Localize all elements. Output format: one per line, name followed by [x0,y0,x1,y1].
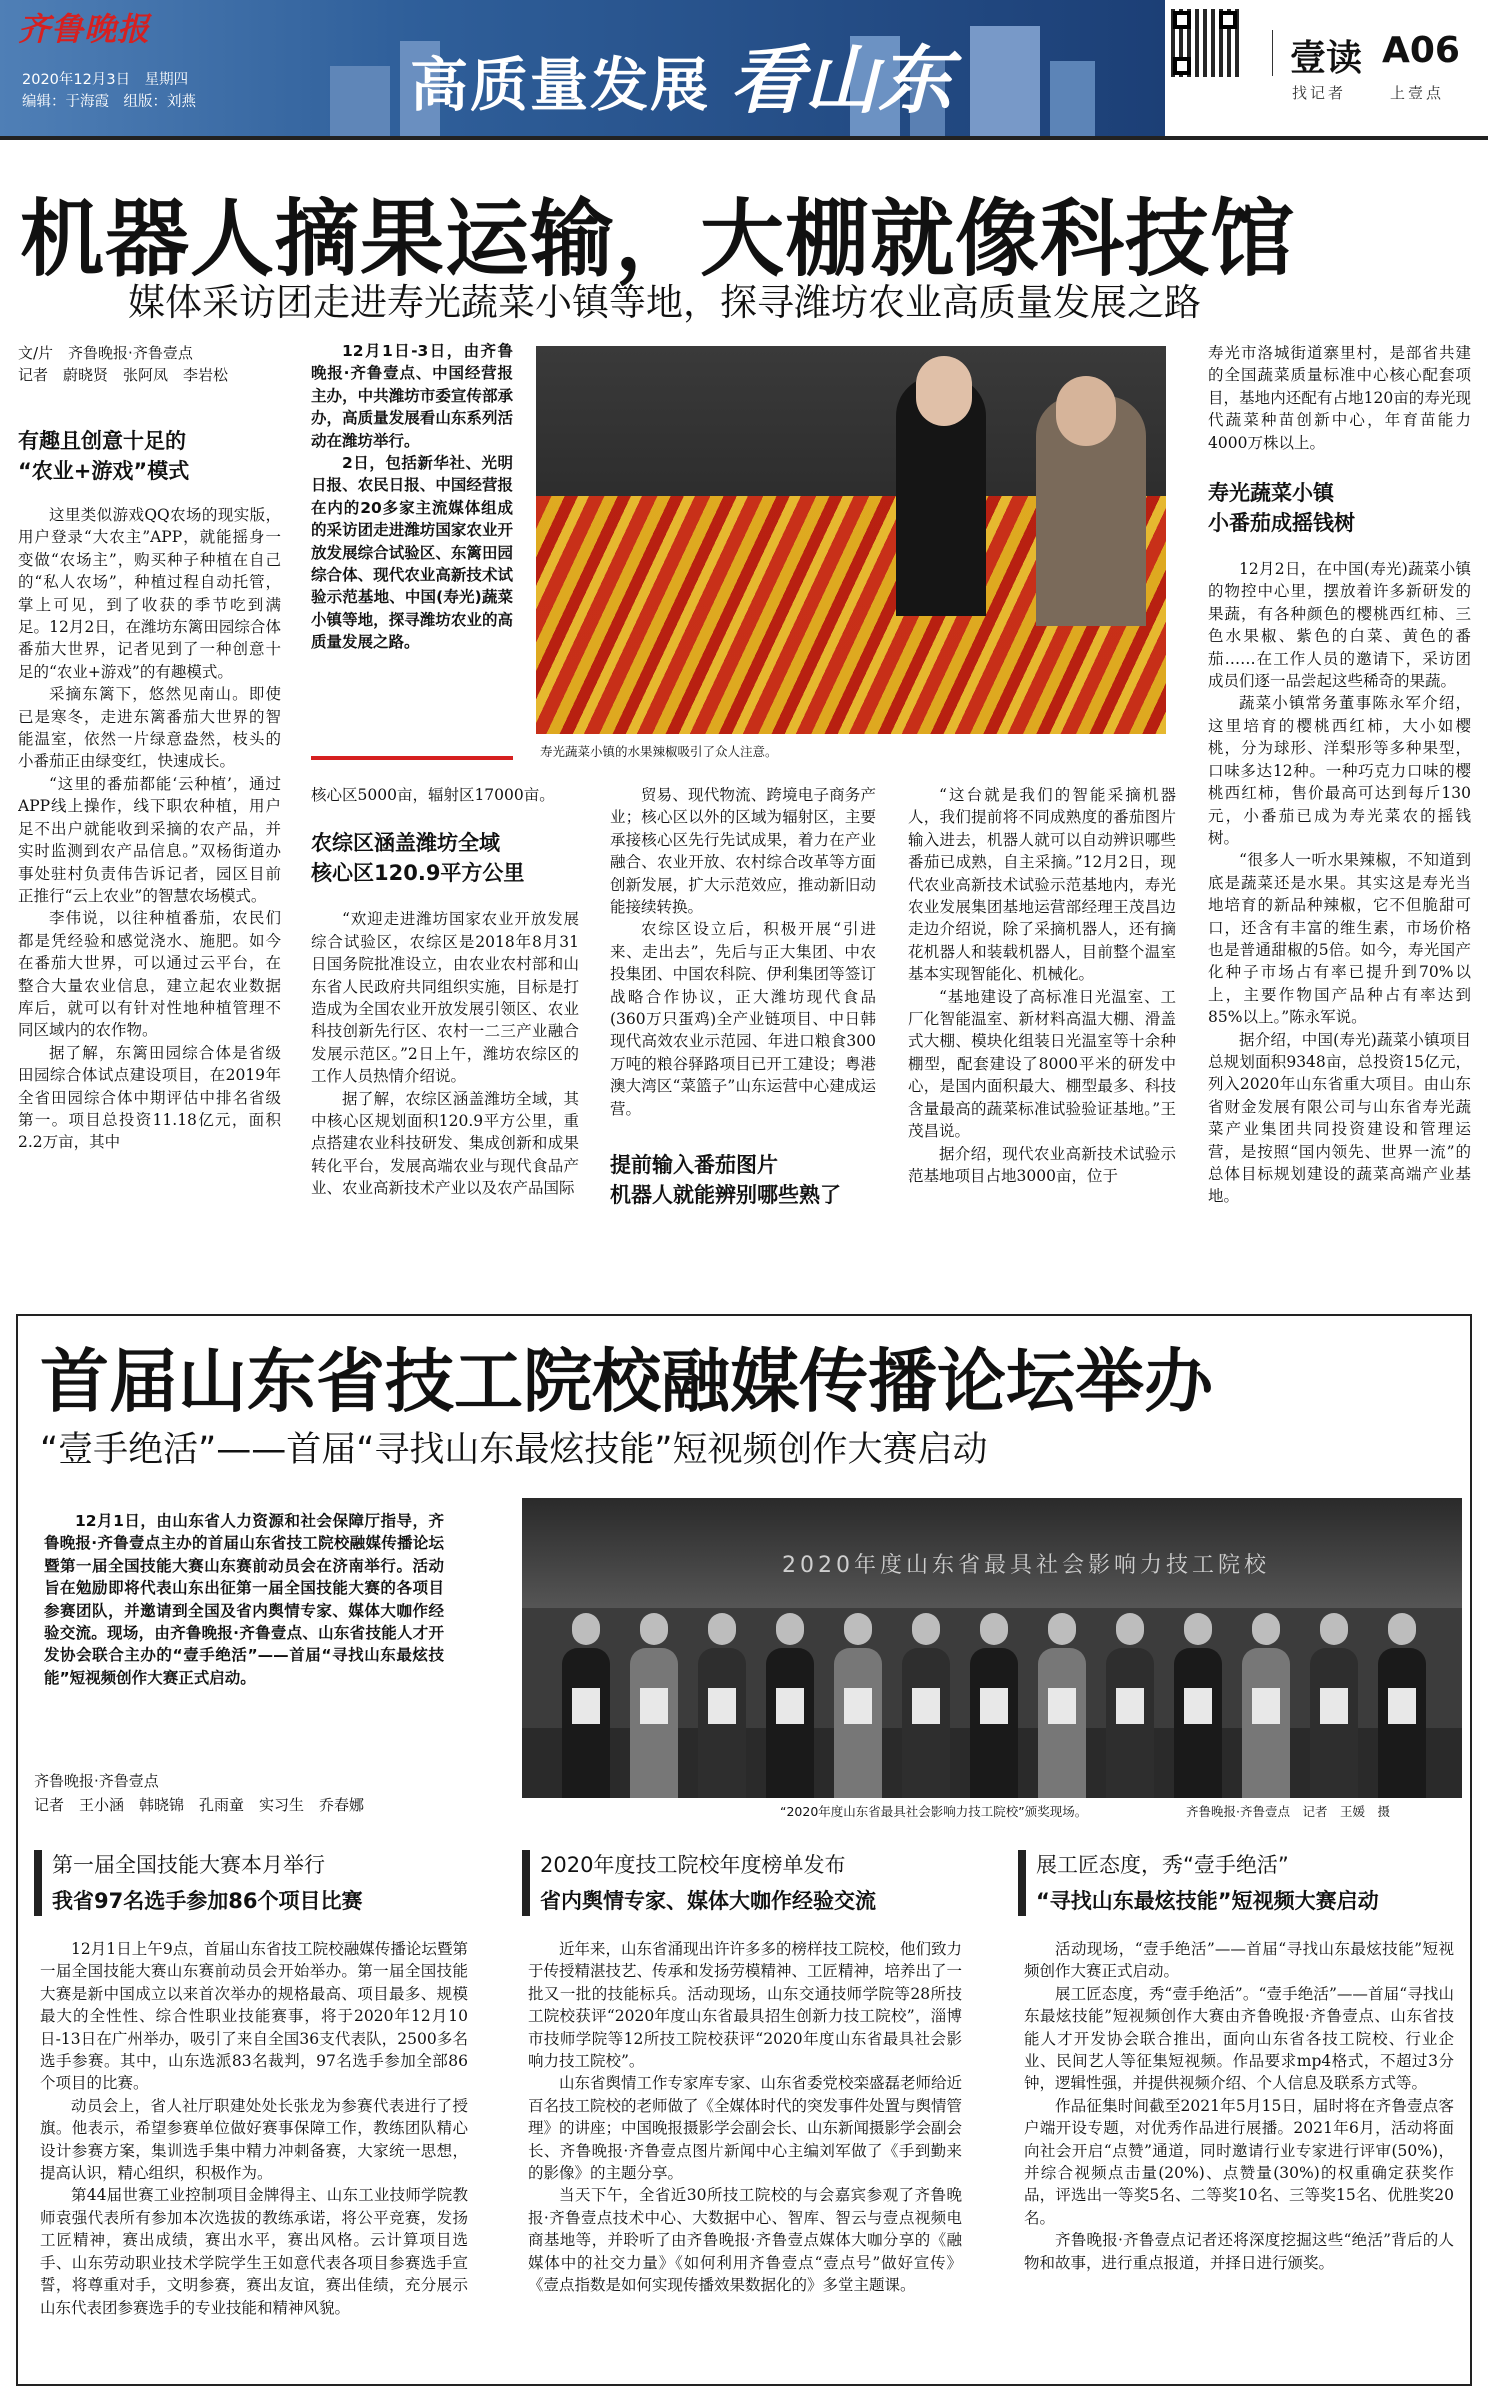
person-figure [698,1613,746,1798]
paragraph: 活动现场，“壹手绝活”——首届“寻找山东最炫技能”短视频创作大赛正式启动。 [1024,1940,1454,1981]
story1-subhead-town: 寿光蔬菜小镇 小番茄成摇钱树 [1208,481,1355,536]
masthead [0,0,1488,140]
person-figure [1378,1613,1426,1798]
paragraph: 12月1日上午9点，首届山东省技工院校融媒传播论坛暨第一届全国技能大赛山东赛前动员会开始举办。第一届全国技能大赛是新中国成立以来首次举办的规格最高、项目最多、规模最大的全性性、综合性职业技能赛事，将于2020年12月10日-13日在广州举办，吸引了来自全国36支代表队，2500多名选手参赛。其中，山东选派83名裁判，97名选手参加全部86个项目的比赛。 [40,1940,468,2093]
story2-subhead: “壹手绝活”——首届“寻找山东最炫技能”短视频创作大赛启动 [40,1430,988,1470]
person-figure [1038,1613,1086,1798]
person-figure [1106,1613,1154,1798]
paragraph: “这台就是我们的智能采摘机器人，我们提前将不同成熟度的番茄图片输入进去，机器人就可以自动辨识哪些番茄已成熟，自主采摘。”12月2日，现代农业高新技术试验示范基地内，寿光农业发展集团基地运营部经理王茂昌边走边介绍说，除了采摘机器人，还有摘花机器人和装载机器人，目前整个温室基本实现智能化、机械化。 [908,786,1176,984]
story1-col5 [908,784,1176,1308]
photo-people [562,1593,1442,1798]
paragraph: 据了解，农综区涵盖潍坊全域，其中核心区规划面积120.9平方公里，重点搭建农业科技研发、集成创新和成果转化平台，发展高端农业与现代食品产业、农业高新技术产业以及农产品国际 [311,1089,579,1198]
paragraph: 作品征集时间截至2021年5月15日，届时将在齐鲁壹点客户端开设专题，对优秀作品进行展播。2021年6月，活动将面向社会开启“点赞”通道，同时邀请行业专家进行评审(50%)，并综合视频点击量(20%)、点赞量(30%)的权重确定获奖作品，评选出一等奖5名、二等奖10名、三等奖15名、优胜奖20名。 [1024,2096,1454,2227]
paragraph: 据了解，东篱田园综合体是省级田园综合体试点建设项目，在2019年全省田园综合体中期评估中排名省级第一。项目总投资11.18亿元，面积2.2万亩，其中 [18,1043,281,1152]
banner-title: 高质量发展 [410,51,711,119]
story1-byline2: 记者 蔚晓贤 张阿凤 李岩松 [18,366,229,384]
person-figure [630,1613,678,1798]
masthead-editors: 编辑：于海霞 组版：刘燕 [22,94,196,110]
tagline-left: 找记者 [1292,84,1347,102]
photo-banner-text: 2020年度山东省最具社会影响力技工院校 [782,1553,1270,1578]
paragraph: 展工匠态度，秀“壹手绝活”。“壹手绝活”——首届“寻找山东最炫技能”短视频创作大赛由齐鲁晚报·齐鲁壹点、山东省技能人才开发协会联合推出，面向山东省各技工院校、行业企业、民间艺人等征集短视频。作品要求mp4格式，不超过3分钟，逻辑性强，并提供视频介绍、个人信息及联系方式等。 [1024,1984,1454,2093]
paragraph: “基地建设了高标准日光温室、工厂化智能温室、新材料高温大棚、滑盖式大棚、模块化组装日光温室等十余种棚型，配套建设了8000平米的研发中心，是国内面积最大、棚型最多、科技含量最高的蔬菜标准试验验证基地。”王茂昌说。 [908,987,1176,1141]
story1-col4 [610,784,876,1308]
story1-subhead-robot: 提前输入番茄图片 机器人就能辨别哪些熟了 [610,1153,841,1208]
story1-photo [536,346,1166,734]
paragraph: 当天下午，全省近30所技工院校的与会嘉宾参观了齐鲁晚报·齐鲁壹点技术中心、大数据中心、智库、智云与壹点视频电商基地等，并聆听了由齐鲁晚报·齐鲁壹点媒体大咖分享的《融媒体中的社交力量》《如何利用齐鲁壹点“壹点号”做好宣传》《壹点指数是如何实现传播效果数据化的》多堂主题课。 [528,2186,962,2295]
box-subtitle: 我省97名选手参加86个项目比赛 [52,1889,363,1913]
story1-col6-body [1208,558,1471,1208]
person-figure [562,1613,610,1798]
story1-subhead-zone: 农综区涵盖潍坊全域 核心区120.9平方公里 [311,831,525,886]
paragraph: 贸易、现代物流、跨境电子商务产业；核心区以外的区域为辐射区，主要承接核心区先行先试成果，着力在产业融合、农业开放、农村综合改革等方面创新发展，扩大示范效应，推动新旧动能接续转换。 [610,786,876,917]
paragraph: 这里类似游戏QQ农场的现实版，用户登录“大农主”APP，就能摇身一变做“农场主”，购买种子种植在自己的“私人农场”，种植过程自动托管，掌上可见，到了收获的季节吃到满足。12月2日，在潍坊东篱田园综合体番茄大世界，记者见到了一种创意十足的“农业+游戏”的有趣模式。 [18,506,281,681]
story1-subhead-game: 有趣且创意十足的 “农业+游戏”模式 [18,429,190,483]
section-name: 壹读 [1290,38,1363,79]
person-figure [1242,1613,1290,1798]
paragraph: 第44届世赛工业控制项目金牌得主、山东工业技师学院教师袁强代表所有参加本次选拔的教练承诺，将公平竞赛，发扬工匠精神，赛出成绩，赛出水平，赛出风格。云计算项目选手、山东劳动职业技术学院学生王如意代表各项目参赛选手宣誓，将尊重对手，文明参赛，赛出友谊，赛出佳绩，充分展示山东代表团参赛选手的专业技能和精神风貌。 [40,2186,468,2317]
story2-photo-credit: 齐鲁晚报·齐鲁壹点 记者 王媛 摄 [1186,1804,1390,1819]
masthead-date: 2020年12月3日 星期四 [22,72,189,88]
story1-headline: 机器人摘果运输，大棚就像科技馆 [20,190,1296,288]
masthead-logo: 齐鲁晚报 [18,10,151,48]
qr-code [1168,6,1242,80]
paragraph: “这里的番茄都能‘云种植’，通过APP线上操作，线下职农种植，用户足不出户就能收到采摘的农产品，并实时监测到农产品信息。”双杨街道办事处驻村负责伟告诉记者，园区目前正推行“云上农业”的智慧农场模式。 [18,774,281,905]
story2-photo [522,1498,1462,1798]
story2-byline2: 记者 王小涵 韩晓锦 孔雨童 实习生 乔春娜 [34,1796,365,1814]
story2-box [522,1850,968,2375]
story2-box [1018,1850,1460,2375]
person-figure [1174,1613,1222,1798]
paragraph: 动员会上，省人社厅职建处处长张龙为参赛代表进行了授旗。他表示，希望参赛单位做好赛事保障工作，教练团队精心设计参赛方案，集训选手集中精力冲刺备赛，大家统一思想，提高认识，精心组织，积极作为。 [40,2096,468,2183]
box-title: 第一届全国技能大赛本月举行 [52,1853,325,1877]
paragraph: 李伟说，以往种植番茄，农民们都是凭经验和感觉浇水、施肥。如今在番茄大世界，可以通过云平台，在整合大量农业信息，建立起农业数据库后，就可以有针对性地种植管理不同区域内的农作物。 [18,909,281,1040]
paragraph: 据介绍，现代农业高新技术试验示范基地项目占地3000亩，位于 [908,1144,1176,1185]
paragraph: 齐鲁晚报·齐鲁壹点记者还将深度挖掘这些“绝活”背后的人物和故事，进行重点报道，并择日进行颁奖。 [1024,2231,1454,2272]
story1-subhead: 媒体采访团走进寿光蔬菜小镇等地，探寻潍坊农业高质量发展之路 [128,281,1201,324]
paragraph: 2日，包括新华社、光明日报、农民日报、中国经营报在内的20多家主流媒体组成的采访团走进潍坊国家农业开放发展综合试验区、东篱田园综合体、现代农业高新技术试验示范基地、中国(寿光)蔬菜小镇等地，探寻潍坊农业的高质量发展之路。 [311,454,513,652]
person-figure [902,1613,950,1798]
story1-intro-body [311,340,513,654]
box-heading [522,1850,968,1916]
box-title: 展工匠态度，秀“壹手绝活” [1036,1853,1289,1877]
intro-red-rule [311,756,513,760]
story1-col3-top: 核心区5000亩，辐射区17000亩。 [311,786,555,804]
person-figure [766,1613,814,1798]
story1-col5-body [908,784,1176,1187]
story2-box [34,1850,474,2375]
paragraph: 蔬菜小镇常务董事陈永军介绍，这里培育的樱桃西红柿，大小如樱桃，分为球形、洋梨形等多种果型，口味多达12种。一种巧克力口味的樱桃西红柿，售价最高可达到每斤130元，小番茄已成为寿光菜农的摇钱树。 [1208,694,1471,847]
story1-col6 [1208,342,1471,1308]
paragraph: 12月1日-3日，由齐鲁晚报·齐鲁壹点、中国经营报主办，中共潍坊市委宣传部承办，高质量发展看山东系列活动在潍坊举行。 [311,342,513,450]
story1-col4-body [610,784,876,1120]
paragraph: “很多人一听水果辣椒，不知道到底是蔬菜还是水果。其实这是寿光当地培育的新品种辣椒，它不但脆甜可口，还含有丰富的维生素，市场价格也是普通甜椒的5倍。如今，寿光国产化种子市场占有率已提升到70%以上，主要作物国产品种占有率达到85%以上。”陈永军说。 [1208,851,1471,1027]
section-divider [1272,30,1273,76]
story1-photo-caption: 寿光蔬菜小镇的水果辣椒吸引了众人注意。 [540,744,778,759]
story1-col1-body [18,504,281,1154]
page-number: A06 [1382,30,1460,71]
story1-col3-body [311,908,579,1199]
story2-intro [44,1510,444,1730]
story2-intro-text: 12月1日，由山东省人力资源和社会保障厅指导，齐鲁晚报·齐鲁壹点主办的首届山东省技工院校融媒传播论坛暨第一届全国技能大赛山东赛前动员会在济南举行。活动旨在勉励即将代表山东出征第一届全国技能大赛的各项目参赛团队，并邀请到全国及省内舆情专家、媒体大咖作经验交流。现场，由齐鲁晚报·齐鲁壹点、山东省技能人才开发协会联合主办的“壹手绝活”——首届“寻找山东最炫技能”短视频创作大赛正式启动。 [44,1512,444,1687]
paragraph: “欢迎走进潍坊国家农业开放发展综合试验区，农综区是2018年8月31日国务院批准设立，由农业农村部和山东省人民政府共同组织实施，目标是打造成为全国农业开放发展引领区、农业科技创新先行区、农村一二三产业融合发展示范区。”2日上午，潍坊农综区的工作人员热情介绍说。 [311,910,579,1086]
paragraph: 12月2日，在中国(寿光)蔬菜小镇的物控中心里，摆放着许多新研发的果蔬，有各种颜色的樱桃西红柿、三色水果椒、紫色的白菜、黄色的番茄……在工作人员的邀请下，采访团成员们逐一品尝起这些稀奇的果蔬。 [1208,560,1471,691]
story2-headline: 首届山东省技工院校融媒传播论坛举办 [40,1342,1213,1422]
person-figure [970,1613,1018,1798]
story2-photo-caption: “2020年度山东省最具社会影响力技工院校”颁奖现场。 [780,1804,1088,1819]
masthead-banner [0,0,1165,136]
box-subtitle: 省内舆情专家、媒体大咖作经验交流 [540,1889,876,1913]
person-figure [834,1613,882,1798]
paragraph: 山东省舆情工作专家库专家、山东省委党校栾盛磊老师给近百名技工院校的老师做了《全媒体时代的突发事件处置与舆情管理》的讲座；中国晚报摄影学会副会长、山东新闻摄影学会副会长、齐鲁晚报·齐鲁壹点图片新闻中心主编刘军做了《手到勤来的影像》的主题分享。 [528,2074,963,2183]
paragraph: 据介绍，中国(寿光)蔬菜小镇项目总规划面积9348亩，总投资15亿元，列入2020年山东省重大项目。由山东省财金发展有限公司与山东省寿光蔬菜产业集团共同投资建设和管理运营，是按照“国内领先、世界一流”的总体目标规划建设的蔬菜高端产业基地。 [1208,1030,1471,1206]
story1-col3 [311,784,579,1308]
box-heading [34,1850,474,1916]
masthead-rule [0,136,1488,140]
story2-byline1: 齐鲁晚报·齐鲁壹点 [34,1772,159,1790]
paragraph: 近年来，山东省涌现出许许多多的榜样技工院校，他们致力于传授精湛技艺、传承和发扬劳模精神、工匠精神，培养出了一批又一批的技能标兵。活动现场，山东交通技师学院等28所技工院校获评“2020年度山东省最具招生创新力技工院校”，淄博市技师学院等12所技工院校获评“2020年度山东省最具社会影响力技工院校”。 [528,1940,963,2071]
banner-script: 看山东 [730,38,952,124]
person-figure [1310,1613,1358,1798]
tagline-right: 上壹点 [1390,84,1445,102]
story1-intro [311,340,513,750]
paragraph: 采摘东篱下，悠然见南山。即使已是寒冬，走进东篱番茄大世界的智能温室，依然一片绿意盎然，枝头的小番茄正由绿变红，快速成长。 [18,685,281,771]
box-subtitle: “寻找山东最炫技能”短视频大赛启动 [1036,1889,1379,1913]
story1-col6-top: 寿光市洛城街道寨里村，是部省共建的全国蔬菜质量标准中心核心配套项目，基地内还配有占地120亩的寿光现代蔬菜种苗创新中心，年育苗能力4000万株以上。 [1208,344,1471,452]
box-heading [1018,1850,1460,1916]
story1-byline1: 文/片 齐鲁晚报·齐鲁壹点 [18,344,193,362]
box-title: 2020年度技工院校年度榜单发布 [540,1853,846,1877]
story1-col1 [18,342,281,1308]
paragraph: 农综区设立后，积极开展“引进来、走出去”，先后与正大集团、中农投集团、中国农科院、伊利集团等签订战略合作协议，正大潍坊现代食品(360万只蛋鸡)全产业链项目、中日韩现代高效农业示范园、年进口粮食300万吨的粮谷驿路项目已开工建设；粤港澳大湾区“菜篮子”山东运营中心建成运营。 [610,920,876,1118]
